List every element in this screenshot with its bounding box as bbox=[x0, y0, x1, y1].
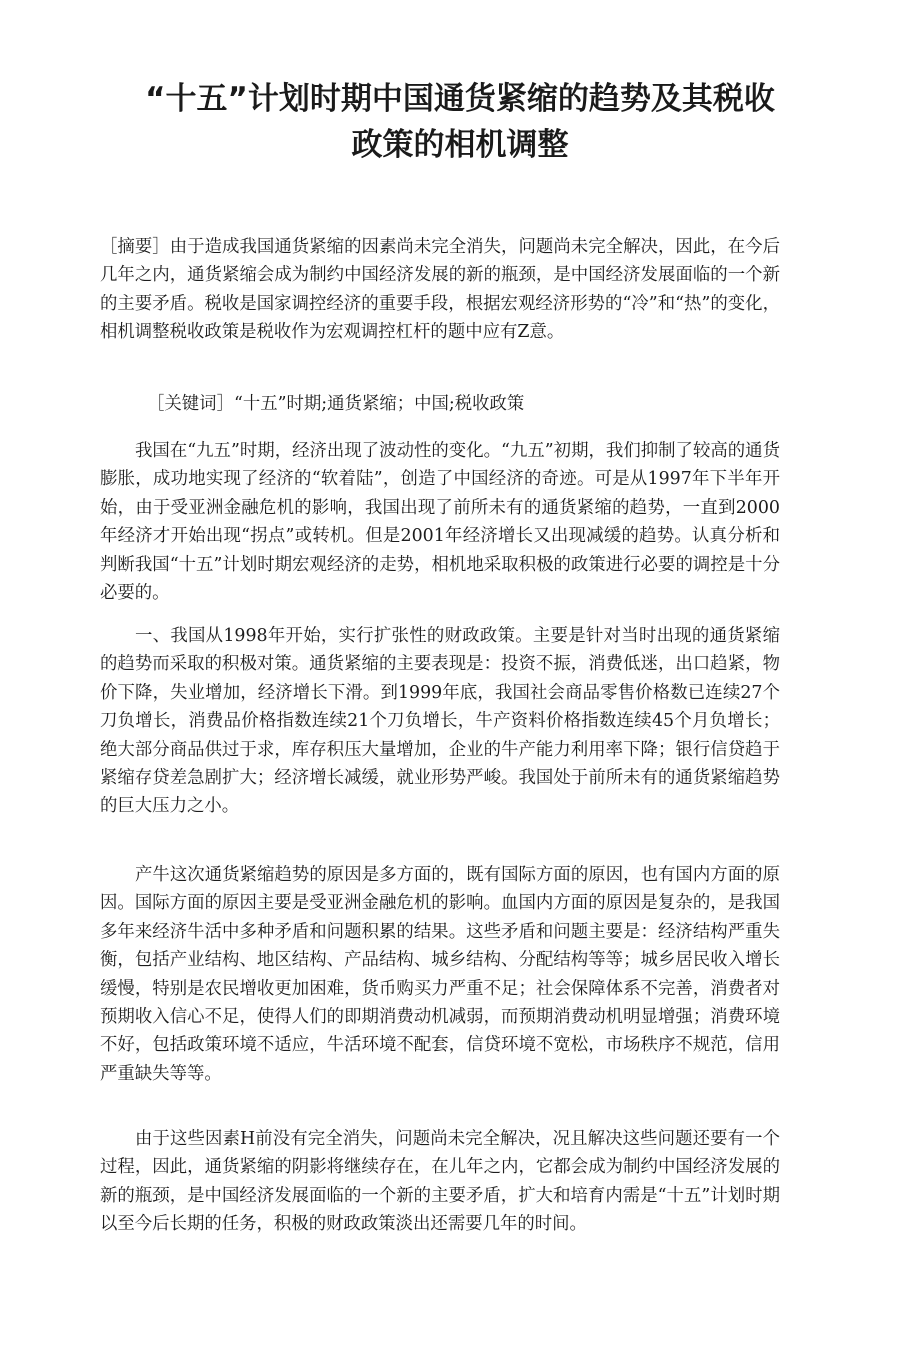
document-title-line-2: 政策的相机调整 bbox=[351, 127, 569, 163]
keywords-line: ［关键词］“十五”时期;通货紧缩；中国;税收政策 bbox=[147, 394, 525, 414]
body-paragraph: 我国在“九五”时期，经济出现了波动性的变化。“九五”初期，我们抑制了较高的通货膨胀，成功地实现了经济的“软着陆”，创造了中国经济的奇迹。可是从1997年下半年开始，由于受亚洲金融危机的影响，我国出现了前所未有的通货紧缩的趋势，一直到2000年经济才开始出现“拐点”或转机。但是2001年经济增长又出现减缓的趋势。认真分析和判断我国“十五”计划时期宏观经济的走势，相机地采取积极的政策进行必要的调控是十分必要的。 bbox=[100, 441, 780, 604]
document-title-line-1: “十五”计划时期中国通货紧缩的趋势及其税收 bbox=[145, 81, 775, 117]
body-paragraph: 一、我国从1998年开始，实行扩张性的财政政策。主要是针对当时出现的通货紧缩的趋势而采取的积极对策。通货紧缩的主要表现是：投资不振，消费低迷，出口趋紧，物价下降，失业增加，经济增长下滑。到1999年底，我国社会商品零售价格数已连续27个刀负增长，消费品价格指数连续21个刀负增长，牛产资料价格指数连续45个月负增长；绝大部分商品供过于求，库存积压大量增加，企业的牛产能力利用率下降；银行信贷趋于紧缩存贷差急剧扩大；经济增长减缓，就业形势严峻。我国处于前所未有的通货紧缩趋势的巨大压力之小。 bbox=[100, 626, 780, 817]
body-paragraph: 由于这些因素H前没有完全消失，问题尚未完全解决，况且解决这些问题还要有一个过程，因此，通货紧缩的阴影将继续存在，在儿年之内，它都会成为制约中国经济发展的新的瓶颈，是中国经济发展面临的一个新的主要矛盾，扩大和培育内需是“十五”计划时期以至今后长期的任务，积极的财政政策淡出还需要几年的时间。 bbox=[100, 1129, 780, 1235]
abstract-paragraph: ［摘要］由于造成我国通货紧缩的因素尚未完全消失，问题尚未完全解决，因此，在今后几年之内，通货紧缩会成为制约中国经济发展的新的瓶颈，是中国经济发展面临的一个新的主要矛盾。税收是国家调控经济的重要手段，根据宏观经济形势的“冷”和“热”的变化，相机调整税收政策是税收作为宏观调控杠杆的题中应有Z意。 bbox=[100, 237, 780, 343]
body-paragraph: 产牛这次通货紧缩趋势的原因是多方面的，既有国际方面的原因，也有国内方面的原因。国际方面的原因主要是受亚洲金融危机的影响。血国内方面的原因是复杂的，是我国多年来经济牛活中多种矛盾和问题积累的结果。这些矛盾和问题主要是：经济结构严重失衡，包括产业结构、地区结构、产品结构、城乡结构、分配结构等等；城乡居民收入增长缓慢，特别是农民增收更加困难，货币购买力严重不足；社会保障体系不完善，消费者对预期收入信心不足，使得人们的即期消费动机减弱，而预期消费动机明显增强；消费环境不好，包括政策环境不适应，牛活环境不配套，信贷环境不宽松，市场秩序不规范，信用严重缺失等等。 bbox=[100, 865, 780, 1084]
